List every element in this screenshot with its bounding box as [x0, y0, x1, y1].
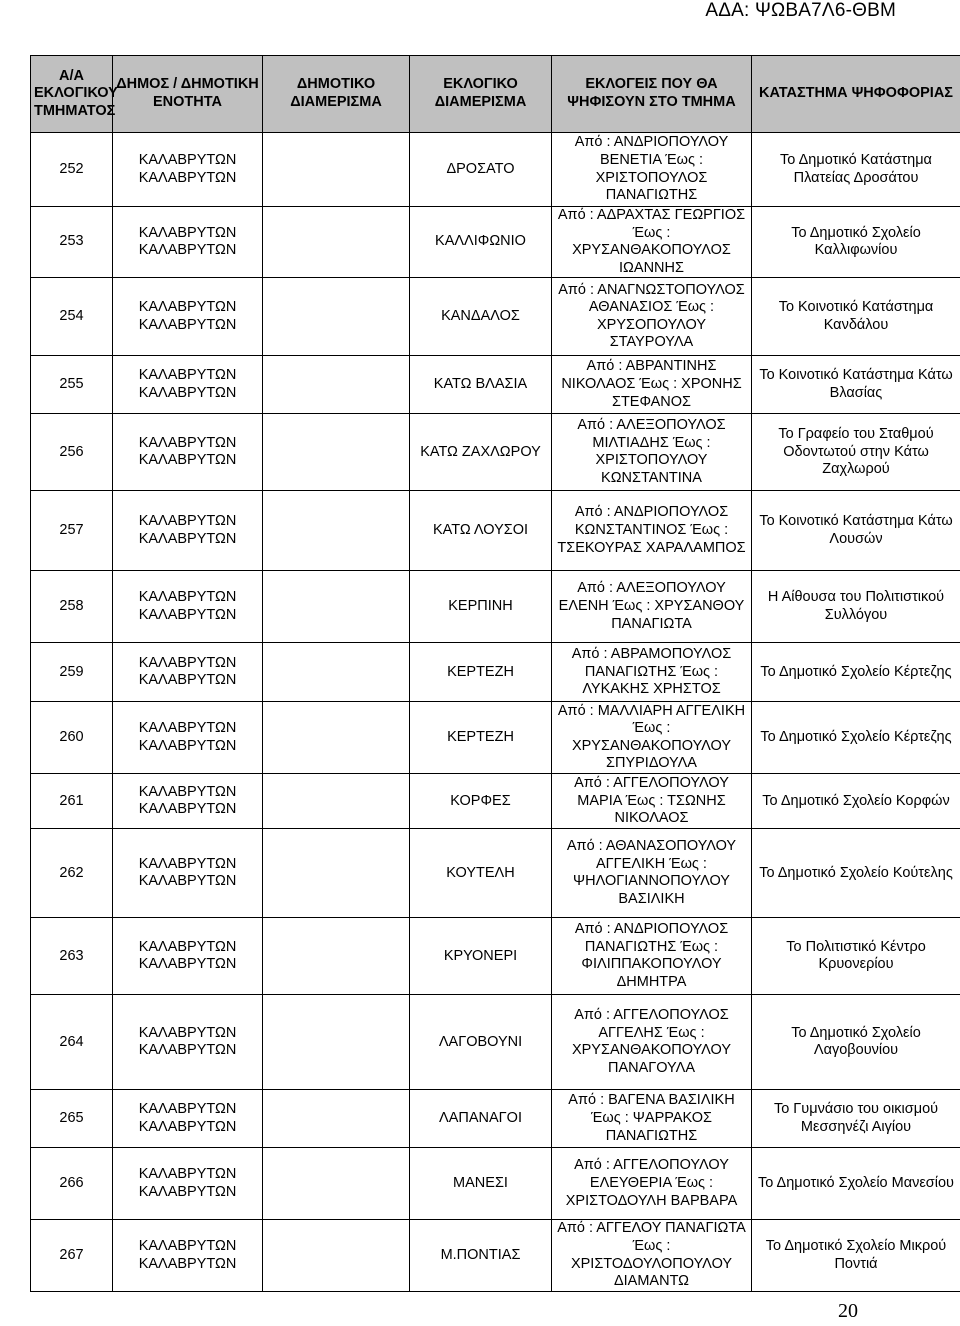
cell-aa: 265: [31, 1090, 113, 1148]
header-katastima: ΚΑΤΑΣΤΗΜΑ ΨΗΦΟΦΟΡΙΑΣ: [752, 56, 960, 133]
table-header-row: [31, 56, 960, 133]
cell-ekloges: Από : ΑΝΑΓΝΩΣΤΟΠΟΥΛΟΣ ΑΘΑΝΑΣΙΟΣ Έως : ΧΡΥΣΟΠΟΥΛΟΥ ΣΤΑΥΡΟΥΛΑ: [552, 278, 752, 356]
cell-dimos: ΚΑΛΑΒΡΥΤΩΝ ΚΑΛΑΒΡΥΤΩΝ: [113, 643, 263, 702]
cell-ekloges: Από : ΑΒΡΑΝΤΙΝΗΣ ΝΙΚΟΛΑΟΣ Έως : ΧΡΟΝΗΣ ΣΤΕΦΑΝΟΣ: [552, 356, 752, 414]
cell-eklogiko: ΚΡΥΟΝΕΡΙ: [410, 918, 552, 995]
cell-dimotiko: [263, 1148, 410, 1220]
cell-dimos: ΚΑΛΑΒΡΥΤΩΝ ΚΑΛΑΒΡΥΤΩΝ: [113, 774, 263, 829]
page-number: 20: [838, 1300, 858, 1322]
cell-dimotiko: [263, 918, 410, 995]
table-row: [31, 1090, 960, 1148]
header-aa: Α/Α ΕΚΛΟΓΙΚΟΥ ΤΜΗΜΑΤΟΣ: [31, 56, 113, 133]
table-row: [31, 207, 960, 278]
cell-dimos: ΚΑΛΑΒΡΥΤΩΝ ΚΑΛΑΒΡΥΤΩΝ: [113, 995, 263, 1090]
table-row: [31, 774, 960, 829]
cell-dimos: ΚΑΛΑΒΡΥΤΩΝ ΚΑΛΑΒΡΥΤΩΝ: [113, 414, 263, 491]
cell-dimotiko: [263, 995, 410, 1090]
cell-ekloges: Από : ΑΛΕΞΟΠΟΥΛΟΣ ΜΙΛΤΙΑΔΗΣ Έως : ΧΡΙΣΤΟΠΟΥΛΟΥ ΚΩΝΣΤΑΝΤΙΝΑ: [552, 414, 752, 491]
table-row: [31, 133, 960, 207]
cell-ekloges: Από : ΑΓΓΕΛΟΠΟΥΛΟΥ ΜΑΡΙΑ Έως : ΤΣΩΝΗΣ ΝΙΚΟΛΑΟΣ: [552, 774, 752, 829]
cell-eklogiko: ΚΑΤΩ ΖΑΧΛΩΡΟΥ: [410, 414, 552, 491]
cell-aa: 261: [31, 774, 113, 829]
table-row: [31, 491, 960, 571]
cell-eklogiko: Μ.ΠΟΝΤΙΑΣ: [410, 1220, 552, 1291]
cell-eklogiko: ΚΕΡΤΕΖΗ: [410, 643, 552, 702]
table-row: [31, 995, 960, 1090]
cell-aa: 259: [31, 643, 113, 702]
cell-ekloges: Από : ΑΛΕΞΟΠΟΥΛΟΥ ΕΛΕΝΗ Έως : ΧΡΥΣΑΝΘΟΥ ΠΑΝΑΓΙΩΤΑ: [552, 571, 752, 643]
cell-aa: 253: [31, 207, 113, 278]
table-row: [31, 1148, 960, 1220]
cell-ekloges: Από : ΑΝΔΡΙΟΠΟΥΛΟΣ ΠΑΝΑΓΙΩΤΗΣ Έως : ΦΙΛΙΠΠΑΚΟΠΟΥΛΟΥ ΔΗΜΗΤΡΑ: [552, 918, 752, 995]
cell-ekloges: Από : ΑΝΔΡΙΟΠΟΥΛΟΥ ΒΕΝΕΤΙΑ Έως : ΧΡΙΣΤΟΠΟΥΛΟΣ ΠΑΝΑΓΙΩΤΗΣ: [552, 133, 752, 207]
cell-dimotiko: [263, 207, 410, 278]
cell-eklogiko: ΚΑΤΩ ΒΛΑΣΙΑ: [410, 356, 552, 414]
cell-dimotiko: [263, 278, 410, 356]
cell-dimotiko: [263, 133, 410, 207]
cell-dimotiko: [263, 356, 410, 414]
header-ekloges: ΕΚΛΟΓΕΙΣ ΠΟΥ ΘΑ ΨΗΦΙΣΟΥΝ ΣΤΟ ΤΜΗΜΑ: [552, 56, 752, 133]
header-dimotiko: ΔΗΜΟΤΙΚΟ ΔΙΑΜΕΡΙΣΜΑ: [263, 56, 410, 133]
polling-stations-table: [30, 55, 960, 1292]
cell-eklogiko: ΛΑΓΟΒΟΥΝΙ: [410, 995, 552, 1090]
cell-ekloges: Από : ΜΑΛΛΙΑΡΗ ΑΓΓΕΛΙΚΗ Έως : ΧΡΥΣΑΝΘΑΚΟΠΟΥΛΟΥ ΣΠΥΡΙΔΟΥΛΑ: [552, 702, 752, 774]
cell-eklogiko: ΚΑΛΛΙΦΩΝΙΟ: [410, 207, 552, 278]
table-row: [31, 702, 960, 774]
cell-katastima: Το Δημοτικό Σχολείο Κέρτεζης: [752, 702, 960, 774]
cell-katastima: Το Κοινοτικό Κατάστημα Κάτω Λουσών: [752, 491, 960, 571]
cell-dimotiko: [263, 702, 410, 774]
cell-dimos: ΚΑΛΑΒΡΥΤΩΝ ΚΑΛΑΒΡΥΤΩΝ: [113, 702, 263, 774]
cell-dimotiko: [263, 643, 410, 702]
cell-aa: 255: [31, 356, 113, 414]
cell-katastima: Η Αίθουσα του Πολιτιστικού Συλλόγου: [752, 571, 960, 643]
cell-dimotiko: [263, 774, 410, 829]
cell-katastima: Το Δημοτικό Σχολείο Μανεσίου: [752, 1148, 960, 1220]
cell-aa: 256: [31, 414, 113, 491]
table-row: [31, 829, 960, 918]
cell-katastima: Το Γραφείο του Σταθμού Οδοντωτού στην Κάτω Ζαχλωρού: [752, 414, 960, 491]
cell-dimos: ΚΑΛΑΒΡΥΤΩΝ ΚΑΛΑΒΡΥΤΩΝ: [113, 207, 263, 278]
cell-katastima: Το Δημοτικό Σχολείο Κορφών: [752, 774, 960, 829]
cell-dimos: ΚΑΛΑΒΡΥΤΩΝ ΚΑΛΑΒΡΥΤΩΝ: [113, 1220, 263, 1291]
ada-code: ΑΔΑ: ΨΩΒΑ7Λ6-ΘΒΜ: [705, 0, 896, 21]
cell-aa: 254: [31, 278, 113, 356]
cell-dimos: ΚΑΛΑΒΡΥΤΩΝ ΚΑΛΑΒΡΥΤΩΝ: [113, 356, 263, 414]
cell-aa: 264: [31, 995, 113, 1090]
cell-katastima: Το Κοινοτικό Κατάστημα Κάτω Βλασίας: [752, 356, 960, 414]
cell-dimos: ΚΑΛΑΒΡΥΤΩΝ ΚΑΛΑΒΡΥΤΩΝ: [113, 1148, 263, 1220]
cell-dimos: ΚΑΛΑΒΡΥΤΩΝ ΚΑΛΑΒΡΥΤΩΝ: [113, 491, 263, 571]
cell-dimos: ΚΑΛΑΒΡΥΤΩΝ ΚΑΛΑΒΡΥΤΩΝ: [113, 829, 263, 918]
cell-dimos: ΚΑΛΑΒΡΥΤΩΝ ΚΑΛΑΒΡΥΤΩΝ: [113, 133, 263, 207]
cell-dimos: ΚΑΛΑΒΡΥΤΩΝ ΚΑΛΑΒΡΥΤΩΝ: [113, 571, 263, 643]
cell-ekloges: Από : ΑΓΓΕΛΟΠΟΥΛΟΣ ΑΓΓΕΛΗΣ Έως : ΧΡΥΣΑΝΘΑΚΟΠΟΥΛΟΥ ΠΑΝΑΓΟΥΛΑ: [552, 995, 752, 1090]
cell-eklogiko: ΚΕΡΤΕΖΗ: [410, 702, 552, 774]
cell-eklogiko: ΚΕΡΠΙΝΗ: [410, 571, 552, 643]
cell-aa: 258: [31, 571, 113, 643]
cell-ekloges: Από : ΑΓΓΕΛΟΠΟΥΛΟΥ ΕΛΕΥΘΕΡΙΑ Έως : ΧΡΙΣΤΟΔΟΥΛΗ ΒΑΡΒΑΡΑ: [552, 1148, 752, 1220]
table-row: [31, 356, 960, 414]
cell-katastima: Το Δημοτικό Σχολείο Καλλιφωνίου: [752, 207, 960, 278]
cell-ekloges: Από : ΑΒΡΑΜΟΠΟΥΛΟΣ ΠΑΝΑΓΙΩΤΗΣ Έως : ΛΥΚΑΚΗΣ ΧΡΗΣΤΟΣ: [552, 643, 752, 702]
cell-aa: 266: [31, 1148, 113, 1220]
cell-katastima: Το Δημοτικό Σχολείο Λαγοβουνίου: [752, 995, 960, 1090]
cell-aa: 252: [31, 133, 113, 207]
header-dimos: ΔΗΜΟΣ / ΔΗΜΟΤΙΚΗ ΕΝΟΤΗΤΑ: [113, 56, 263, 133]
table-row: [31, 1220, 960, 1291]
cell-katastima: Το Δημοτικό Σχολείο Μικρού Ποντιά: [752, 1220, 960, 1291]
cell-katastima: Το Κοινοτικό Κατάστημα Κανδάλου: [752, 278, 960, 356]
cell-ekloges: Από : ΒΑΓΕΝΑ ΒΑΣΙΛΙΚΗ Έως : ΨΑΡΡΑΚΟΣ ΠΑΝΑΓΙΩΤΗΣ: [552, 1090, 752, 1148]
cell-aa: 263: [31, 918, 113, 995]
table-row: [31, 918, 960, 995]
cell-katastima: Το Γυμνάσιο του οικισμού Μεσσηνέζι Αιγίου: [752, 1090, 960, 1148]
cell-dimotiko: [263, 1090, 410, 1148]
table-row: [31, 278, 960, 356]
cell-ekloges: Από : ΑΘΑΝΑΣΟΠΟΥΛΟΥ ΑΓΓΕΛΙΚΗ Έως : ΨΗΛΟΓΙΑΝΝΟΠΟΥΛΟΥ ΒΑΣΙΛΙΚΗ: [552, 829, 752, 918]
cell-ekloges: Από : ΑΔΡΑΧΤΑΣ ΓΕΩΡΓΙΟΣ Έως : ΧΡΥΣΑΝΘΑΚΟΠΟΥΛΟΣ ΙΩΑΝΝΗΣ: [552, 207, 752, 278]
table-row: [31, 643, 960, 702]
table-row: [31, 414, 960, 491]
cell-dimotiko: [263, 1220, 410, 1291]
cell-dimotiko: [263, 491, 410, 571]
cell-eklogiko: ΚΟΥΤΕΛΗ: [410, 829, 552, 918]
cell-ekloges: Από : ΑΓΓΕΛΟΥ ΠΑΝΑΓΙΩΤΑ Έως : ΧΡΙΣΤΟΔΟΥΛΟΠΟΥΛΟΥ ΔΙΑΜΑΝΤΩ: [552, 1220, 752, 1291]
cell-katastima: Το Δημοτικό Σχολείο Κέρτεζης: [752, 643, 960, 702]
cell-katastima: Το Δημοτικό Σχολείο Κούτελης: [752, 829, 960, 918]
cell-aa: 262: [31, 829, 113, 918]
cell-aa: 267: [31, 1220, 113, 1291]
table-row: [31, 571, 960, 643]
header-eklogiko: ΕΚΛΟΓΙΚΟ ΔΙΑΜΕΡΙΣΜΑ: [410, 56, 552, 133]
cell-katastima: Το Δημοτικό Κατάστημα Πλατείας Δροσάτου: [752, 133, 960, 207]
cell-dimotiko: [263, 414, 410, 491]
cell-eklogiko: ΜΑΝΕΣΙ: [410, 1148, 552, 1220]
cell-dimotiko: [263, 571, 410, 643]
cell-eklogiko: ΚΟΡΦΕΣ: [410, 774, 552, 829]
cell-aa: 257: [31, 491, 113, 571]
cell-eklogiko: ΚΑΤΩ ΛΟΥΣΟΙ: [410, 491, 552, 571]
cell-dimos: ΚΑΛΑΒΡΥΤΩΝ ΚΑΛΑΒΡΥΤΩΝ: [113, 278, 263, 356]
cell-dimos: ΚΑΛΑΒΡΥΤΩΝ ΚΑΛΑΒΡΥΤΩΝ: [113, 1090, 263, 1148]
cell-eklogiko: ΔΡΟΣΑΤΟ: [410, 133, 552, 207]
cell-katastima: Το Πολιτιστικό Κέντρο Κρυονερίου: [752, 918, 960, 995]
cell-eklogiko: ΚΑΝΔΑΛΟΣ: [410, 278, 552, 356]
cell-dimos: ΚΑΛΑΒΡΥΤΩΝ ΚΑΛΑΒΡΥΤΩΝ: [113, 918, 263, 995]
cell-aa: 260: [31, 702, 113, 774]
cell-eklogiko: ΛΑΠΑΝΑΓΟΙ: [410, 1090, 552, 1148]
cell-dimotiko: [263, 829, 410, 918]
cell-ekloges: Από : ΑΝΔΡΙΟΠΟΥΛΟΣ ΚΩΝΣΤΑΝΤΙΝΟΣ Έως : ΤΣΕΚΟΥΡΑΣ ΧΑΡΑΛΑΜΠΟΣ: [552, 491, 752, 571]
